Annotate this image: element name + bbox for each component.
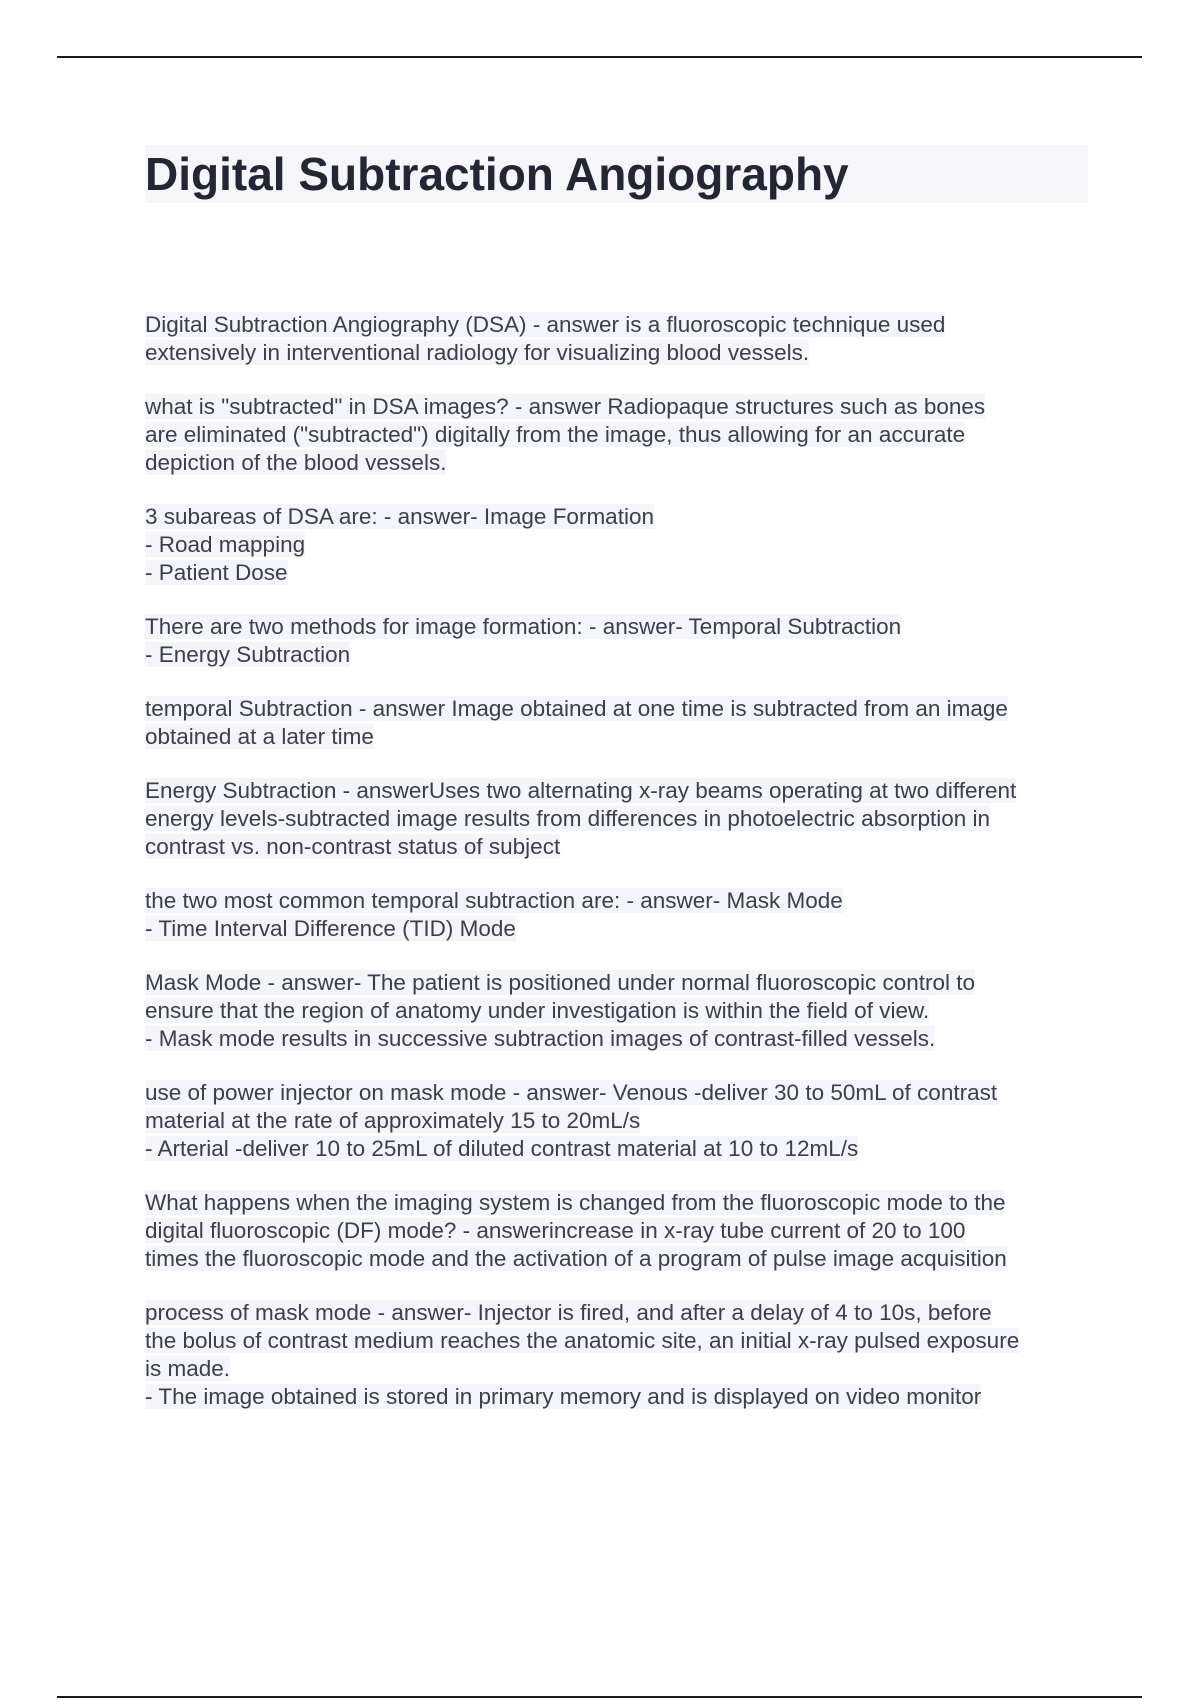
qa-line-text: - Road mapping [145, 532, 306, 557]
qa-line-text: temporal Subtraction - answer Image obtained at one time is subtracted from an image [145, 696, 1008, 721]
qa-line [145, 339, 1095, 367]
qa-line-text: digital fluoroscopic (DF) mode? - answerincrease in x-ray tube current of 20 to 100 [145, 1218, 966, 1243]
qa-line-text: - Patient Dose [145, 560, 288, 585]
qa-entry [145, 311, 1095, 367]
qa-line [145, 613, 1095, 641]
qa-line [145, 1217, 1095, 1245]
qa-line [145, 805, 1095, 833]
qa-line [145, 1327, 1095, 1355]
bottom-rule [57, 1696, 1142, 1698]
qa-entry [145, 393, 1095, 477]
qa-line-text: obtained at a later time [145, 724, 374, 749]
qa-line-text: energy levels-subtracted image results from differences in photoelectric absorption in [145, 806, 991, 831]
qa-line-text: material at the rate of approximately 15 to 20mL/s [145, 1108, 641, 1133]
qa-line-text: times the fluoroscopic mode and the activation of a program of pulse image acquisition [145, 1246, 1007, 1271]
qa-line-text: what is "subtracted" in DSA images? - answer Radiopaque structures such as bones [145, 394, 986, 419]
qa-line [145, 311, 1095, 339]
qa-line-text: - Energy Subtraction [145, 642, 351, 667]
qa-entry [145, 1189, 1095, 1273]
qa-line [145, 1189, 1095, 1217]
qa-line [145, 531, 1095, 559]
qa-entry [145, 503, 1095, 587]
qa-line [145, 559, 1095, 587]
qa-entry [145, 969, 1095, 1053]
qa-line-text: - The image obtained is stored in primary memory and is displayed on video monitor [145, 1384, 982, 1409]
qa-line-text: There are two methods for image formation: - answer- Temporal Subtraction [145, 614, 902, 639]
qa-line [145, 1383, 1095, 1411]
qa-line-text: - Time Interval Difference (TID) Mode [145, 916, 516, 941]
qa-line-text: are eliminated ("subtracted") digitally from the image, thus allowing for an accurate [145, 422, 966, 447]
qa-line [145, 1355, 1095, 1383]
qa-entry [145, 613, 1095, 669]
qa-line-text: Energy Subtraction - answerUses two alternating x-ray beams operating at two different [145, 778, 1017, 803]
qa-entry [145, 887, 1095, 943]
qa-line-text: 3 subareas of DSA are: - answer- Image Formation [145, 504, 654, 529]
qa-line [145, 421, 1095, 449]
qa-entry [145, 1079, 1095, 1163]
qa-line-text: contrast vs. non-contrast status of subject [145, 834, 561, 859]
qa-line [145, 833, 1095, 861]
qa-line [145, 723, 1095, 751]
qa-line [145, 1245, 1095, 1273]
qa-line-text: extensively in interventional radiology for visualizing blood vessels. [145, 340, 810, 365]
qa-line-text: is made. [145, 1356, 231, 1381]
qa-line [145, 1135, 1095, 1163]
qa-line [145, 1299, 1095, 1327]
qa-line [145, 777, 1095, 805]
qa-line [145, 1079, 1095, 1107]
qa-line-text: Digital Subtraction Angiography (DSA) - answer is a fluoroscopic technique used [145, 312, 946, 337]
qa-entry [145, 1299, 1095, 1411]
qa-line-text: - Arterial -deliver 10 to 25mL of diluted contrast material at 10 to 12mL/s [145, 1136, 859, 1161]
qa-line-text: process of mask mode - answer- Injector is fired, and after a delay of 4 to 10s, before [145, 1300, 992, 1325]
document-body [145, 311, 1095, 1437]
page-title: Digital Subtraction Angiography [145, 148, 849, 200]
top-rule [57, 56, 1142, 58]
qa-line [145, 997, 1095, 1025]
qa-line-text: Mask Mode - answer- The patient is positioned under normal fluoroscopic control to [145, 970, 975, 995]
qa-line [145, 449, 1095, 477]
qa-line [145, 503, 1095, 531]
qa-line-text: use of power injector on mask mode - answer- Venous -deliver 30 to 50mL of contrast [145, 1080, 998, 1105]
qa-line-text: the two most common temporal subtraction are: - answer- Mask Mode [145, 888, 843, 913]
qa-line [145, 641, 1095, 669]
qa-entry [145, 777, 1095, 861]
qa-line-text: - Mask mode results in successive subtraction images of contrast-filled vessels. [145, 1026, 936, 1051]
qa-line [145, 393, 1095, 421]
qa-line-text: ensure that the region of anatomy under investigation is within the field of view. [145, 998, 930, 1023]
qa-line [145, 1107, 1095, 1135]
qa-line [145, 969, 1095, 997]
qa-line [145, 695, 1095, 723]
qa-line [145, 1025, 1095, 1053]
qa-line-text: the bolus of contrast medium reaches the anatomic site, an initial x-ray pulsed exposure [145, 1328, 1020, 1353]
qa-line-text: depiction of the blood vessels. [145, 450, 447, 475]
qa-entry [145, 695, 1095, 751]
qa-line [145, 887, 1095, 915]
qa-line-text: What happens when the imaging system is changed from the fluoroscopic mode to the [145, 1190, 1006, 1215]
qa-line [145, 915, 1095, 943]
